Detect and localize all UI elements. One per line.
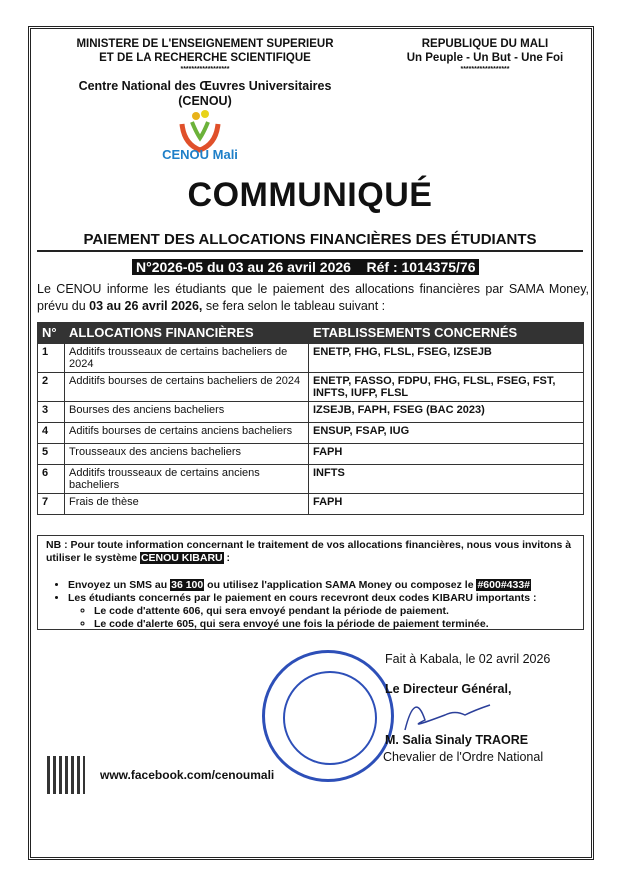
row-number: 5 [38, 444, 65, 465]
facebook-link[interactable]: www.facebook.com/cenoumali [100, 768, 275, 782]
allocation-cell: Frais de thèse [65, 494, 309, 515]
system-name: CENOU KIBARU [140, 552, 223, 564]
column-header: N° [38, 323, 65, 344]
official-stamp-icon [262, 650, 394, 782]
etablissements-cell: IZSEJB, FAPH, FSEG (BAC 2023) [309, 402, 584, 423]
republic-header [390, 37, 580, 74]
ussd-code: #600#433# [477, 579, 531, 591]
ministry-header [50, 37, 360, 109]
etablissements-cell: FAPH [309, 494, 584, 515]
signatory-distinction: Chevalier de l'Ordre National [383, 750, 544, 764]
allocation-cell: Aditifs bourses de certains anciens bacheliers [65, 423, 309, 444]
intro-dates: 03 au 26 avril 2026, [89, 299, 203, 313]
etablissements-cell: ENSUP, FSAP, IUG [309, 423, 584, 444]
signatory-name: M. Salia Sinaly TRAORE [385, 733, 529, 747]
stars-divider: ****************** [460, 66, 510, 73]
allocations-table [37, 322, 584, 515]
table-row [38, 344, 584, 373]
intro-text: Le CENOU informe les étudiants que le paiement des allocations financières par SAMA Money, prévu du [37, 282, 589, 313]
row-number: 3 [38, 402, 65, 423]
republic-motto: Un Peuple - Un But - Une Foi [406, 52, 564, 64]
table-row [38, 494, 584, 515]
etablissements-cell: INFTS [309, 465, 584, 494]
etablissements-cell: ENETP, FHG, FLSL, FSEG, IZSEJB [309, 344, 584, 373]
row-number: 4 [38, 423, 65, 444]
stars-divider: ****************** [180, 66, 230, 73]
row-number: 7 [38, 494, 65, 515]
list-item: • Les étudiants concernés par le paiement en cours recevront deux codes KIBARU importants : ◦ Le code d'attente 606, qui sera envoyé pendant la période de paiement. ◦ Le code d'alerte 605, qui sera envoyé une fois la période de paiement terminée. [68, 592, 575, 631]
row-number: 2 [38, 373, 65, 402]
table-row [38, 465, 584, 494]
column-header: ALLOCATIONS FINANCIÈRES [65, 323, 309, 344]
table-row [38, 402, 584, 423]
table-row [38, 444, 584, 465]
subtitle: PAIEMENT DES ALLOCATIONS FINANCIÈRES DES ÉTUDIANTS [37, 231, 583, 252]
allocation-cell: Additifs bourses de certains bacheliers de 2024 [65, 373, 309, 402]
column-header: ETABLISSEMENTS CONCERNÉS [309, 323, 584, 344]
ministry-line2: ET DE LA RECHERCHE SCIENTIFIQUE [99, 52, 311, 64]
signatory-role: Le Directeur Général, [385, 682, 512, 696]
table-row [38, 373, 584, 402]
etablissements-cell: FAPH [309, 444, 584, 465]
nb-text: NB : Pour toute information concernant le traitement de vos allocations financières, nous vous invitons à utiliser le système [46, 539, 572, 564]
brand-name: CENOU Mali [162, 147, 238, 162]
allocation-cell: Additifs trousseaux de certains bacheliers de 2024 [65, 344, 309, 373]
row-number: 6 [38, 465, 65, 494]
sub-list-item: ◦ Le code d'alerte 605, qui sera envoyé une fois la période de paiement terminée. [94, 618, 575, 631]
org-name: Centre National des Œuvres Universitaires [78, 79, 332, 93]
row-number: 1 [38, 344, 65, 373]
nb-box [37, 535, 584, 630]
qr-code-icon [47, 756, 85, 794]
page-title: COMMUNIQUÉ [187, 176, 433, 214]
reference-number: N°2026-05 du 03 au 26 avril 2026 Réf : 1014375/76 [132, 259, 479, 275]
ministry-line1: MINISTERE DE L'ENSEIGNEMENT SUPERIEUR [76, 38, 334, 50]
allocation-cell: Additifs trousseaux de certains anciens bacheliers [65, 465, 309, 494]
place-date: Fait à Kabala, le 02 avril 2026 [385, 652, 551, 666]
intro-text-end: se fera selon le tableau suivant : [202, 299, 386, 313]
org-acronym: (CENOU) [178, 94, 232, 108]
etablissements-cell: ENETP, FASSO, FDPU, FHG, FLSL, FSEG, FST, INFTS, IUFP, FLSL [309, 373, 584, 402]
sms-number: 36 100 [171, 579, 204, 591]
nb-colon: : [223, 552, 231, 564]
table-row [38, 423, 584, 444]
table-header-row [38, 323, 584, 344]
instructions-list [68, 579, 575, 631]
republic-name: REPUBLIQUE DU MALI [421, 38, 549, 50]
intro-paragraph [37, 281, 589, 315]
list-item: • Envoyez un SMS au 36 100 ou utilisez l'application SAMA Money ou composez le #600#433# [68, 579, 575, 592]
sub-list-item: ◦ Le code d'attente 606, qui sera envoyé pendant la période de paiement. [94, 605, 575, 618]
allocation-cell: Bourses des anciens bacheliers [65, 402, 309, 423]
allocation-cell: Trousseaux des anciens bacheliers [65, 444, 309, 465]
